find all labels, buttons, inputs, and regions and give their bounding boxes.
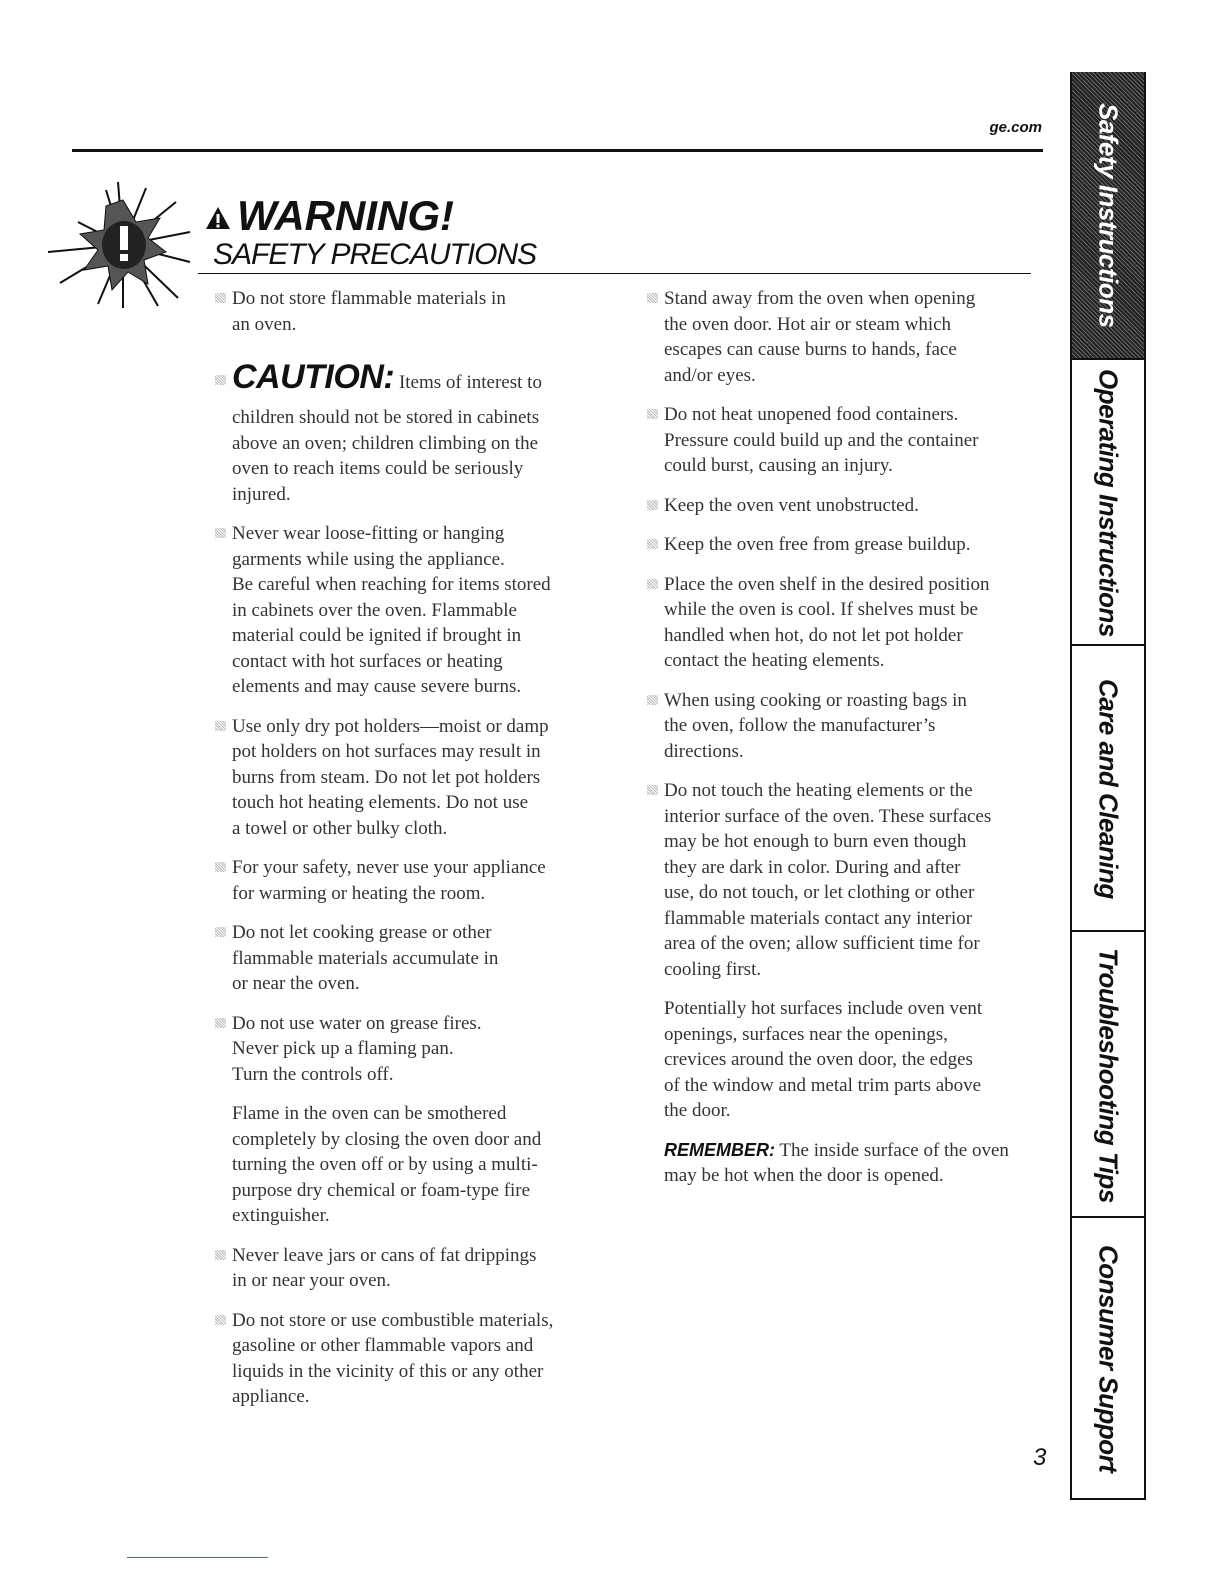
- text-line: an oven.: [232, 313, 297, 335]
- text-line: in cabinets over the oven. Flammable: [232, 599, 517, 621]
- warning-burst-icon: [48, 180, 198, 310]
- text-line: Keep the oven free from grease buildup.: [664, 534, 971, 555]
- bullet-icon: [215, 1018, 226, 1028]
- bullet-icon: [215, 375, 226, 385]
- paragraph: [215, 1101, 620, 1229]
- bullet-icon: [647, 539, 658, 549]
- text-line: the door.: [664, 1100, 731, 1121]
- bullet-icon: [647, 785, 658, 795]
- text-line: Potentially hot surfaces include oven vent: [664, 998, 983, 1019]
- tab-label: Consumer Support: [1093, 1245, 1124, 1473]
- bullet-icon: [215, 1250, 226, 1260]
- list-item: [215, 521, 620, 700]
- text-line: Be careful when reaching for items stored: [232, 574, 551, 595]
- text-line: Do not store flammable materials in: [232, 288, 506, 309]
- text-line: Never pick up a flaming pan.: [232, 1038, 454, 1059]
- site-url: ge.com: [989, 119, 1042, 136]
- bullet-icon: [647, 500, 658, 510]
- text-line: Pressure could build up and the container: [664, 429, 979, 451]
- text-line: Stand away from the oven when opening: [664, 288, 976, 309]
- section-tabs: [1070, 72, 1146, 1500]
- list-item: [647, 493, 1062, 519]
- text-line: in or near your oven.: [232, 1270, 391, 1291]
- text-line: pot holders on hot surfaces may result in: [232, 741, 541, 762]
- text-line: material could be ignited if brought in: [232, 625, 522, 646]
- text-line: use, do not touch, or let clothing or other: [664, 882, 975, 903]
- list-item: [647, 532, 1062, 558]
- bullet-icon: [647, 579, 658, 589]
- text-line: area of the oven; allow sufficient time for: [664, 933, 980, 954]
- text-line: Do not store or use combustible materials,: [232, 1309, 554, 1331]
- bullet-icon: [215, 721, 226, 731]
- text-line: they are dark in color. During and after: [664, 856, 961, 878]
- text-line: burns from steam. Do not let pot holders: [232, 766, 541, 788]
- tab-troubleshooting-tips[interactable]: [1072, 930, 1144, 1218]
- warning-title: WARNING!: [237, 192, 454, 239]
- warning-triangle-icon: [205, 206, 231, 230]
- list-item: [647, 402, 1062, 479]
- text-line: liquids in the vicinity of this or any other: [232, 1360, 544, 1382]
- remember-first-text: The inside surface of the oven: [779, 1139, 1009, 1161]
- list-item: [215, 920, 620, 997]
- list-item: [215, 1243, 620, 1294]
- text-line: flammable materials accumulate in: [232, 947, 499, 969]
- text-line: garments while using the appliance.: [232, 548, 505, 570]
- text-line: while the oven is cool. If shelves must be: [664, 599, 978, 620]
- list-item: [215, 1011, 620, 1088]
- text-line: Do not touch the heating elements or the: [664, 780, 973, 801]
- text-line: handled when hot, do not let pot holder: [664, 624, 963, 646]
- text-line: for warming or heating the room.: [232, 882, 486, 904]
- text-line: turning the oven off or by using a multi-: [232, 1154, 538, 1175]
- text-line: When using cooking or roasting bags in: [664, 689, 967, 711]
- list-item: [215, 286, 620, 337]
- text-line: of the window and metal trim parts above: [664, 1074, 982, 1096]
- right-column: [647, 286, 1062, 1203]
- heading-rule: [198, 273, 1031, 274]
- tab-label: Safety Instructions: [1093, 102, 1124, 328]
- text-line: may be hot enough to burn even though: [664, 831, 967, 852]
- tab-label: Care and Cleaning: [1093, 679, 1124, 899]
- text-line: cooling first.: [664, 958, 762, 980]
- bullet-icon: [215, 927, 226, 937]
- list-item: [215, 714, 620, 842]
- text-line: gasoline or other flammable vapors and: [232, 1335, 534, 1356]
- remember-first-line: [664, 1138, 1062, 1164]
- text-line: Do not heat unopened food containers.: [664, 404, 959, 425]
- text-line: escapes can cause burns to hands, face: [664, 339, 957, 360]
- bullet-icon: [647, 695, 658, 705]
- text-line: completely by closing the oven door and: [232, 1128, 542, 1150]
- text-line: interior surface of the oven. These surfaces: [664, 805, 992, 827]
- list-item: [647, 778, 1062, 982]
- list-item: [215, 855, 620, 906]
- caution-first-line: [232, 355, 620, 405]
- list-item: [647, 688, 1062, 765]
- text-line: the oven door. Hot air or steam which: [664, 313, 952, 335]
- list-item: [647, 572, 1062, 674]
- footer-rule: [127, 1557, 268, 1558]
- list-item: [215, 1308, 620, 1410]
- text-line: appliance.: [232, 1386, 310, 1407]
- text-line: openings, surfaces near the openings,: [664, 1023, 948, 1045]
- safety-precautions-subtitle: SAFETY PRECAUTIONS: [213, 238, 537, 271]
- tab-label: Operating Instructions: [1093, 369, 1124, 637]
- text-line: purpose dry chemical or foam-type fire: [232, 1179, 531, 1201]
- tab-consumer-support[interactable]: [1072, 1216, 1144, 1500]
- caution-item: [215, 355, 620, 507]
- tab-safety-instructions[interactable]: [1072, 72, 1144, 358]
- text-line: Turn the controls off.: [232, 1063, 394, 1085]
- text-line: elements and may cause severe burns.: [232, 676, 522, 697]
- text-line: directions.: [664, 740, 744, 762]
- bullet-icon: [215, 528, 226, 538]
- bullet-icon: [647, 293, 658, 303]
- text-line: flammable materials contact any interior: [664, 907, 973, 929]
- text-line: For your safety, never use your appliance: [232, 857, 546, 878]
- text-line: contact the heating elements.: [664, 650, 885, 671]
- text-line: Do not let cooking grease or other: [232, 922, 492, 943]
- text-line: a towel or other bulky cloth.: [232, 817, 448, 839]
- text-line: extinguisher.: [232, 1205, 330, 1226]
- text-line: oven to reach items could be seriously: [232, 458, 524, 479]
- list-item: [647, 286, 1062, 388]
- caution-label: CAUTION:: [232, 358, 395, 396]
- paragraph: [647, 996, 1062, 1124]
- text-line: could burst, causing an injury.: [664, 455, 893, 476]
- text-line: contact with hot surfaces or heating: [232, 650, 503, 672]
- page-number: 3: [1033, 1444, 1047, 1471]
- bullet-icon: [215, 862, 226, 872]
- caution-first-text: Items of interest to: [398, 372, 542, 393]
- remember-label: REMEMBER:: [664, 1139, 775, 1160]
- text-line: Never wear loose-fitting or hanging: [232, 523, 505, 544]
- text-line: touch hot heating elements. Do not use: [232, 792, 529, 813]
- bullet-icon: [215, 1315, 226, 1325]
- tab-care-and-cleaning[interactable]: [1072, 644, 1144, 932]
- tab-label: Troubleshooting Tips: [1093, 947, 1124, 1203]
- text-line: Never leave jars or cans of fat drippings: [232, 1244, 537, 1266]
- left-column: [215, 286, 620, 1424]
- text-line: above an oven; children climbing on the: [232, 432, 539, 454]
- bullet-icon: [647, 409, 658, 419]
- text-line: children should not be stored in cabinets: [232, 407, 540, 428]
- text-line: Do not use water on grease fires.: [232, 1012, 482, 1034]
- text-line: the oven, follow the manufacturer’s: [664, 715, 936, 736]
- remember-note: [647, 1138, 1062, 1189]
- text-line: Place the oven shelf in the desired position: [664, 573, 990, 595]
- warning-heading: [205, 192, 454, 240]
- text-line: Keep the oven vent unobstructed.: [664, 494, 919, 516]
- tab-operating-instructions[interactable]: [1072, 358, 1144, 646]
- text-line: Flame in the oven can be smothered: [232, 1103, 507, 1124]
- text-line: may be hot when the door is opened.: [664, 1165, 944, 1186]
- text-line: Use only dry pot holders—moist or damp: [232, 715, 549, 737]
- text-line: crevices around the oven door, the edges: [664, 1049, 973, 1070]
- bullet-icon: [215, 293, 226, 303]
- text-line: injured.: [232, 483, 291, 505]
- text-line: or near the oven.: [232, 973, 360, 994]
- top-rule: [72, 149, 1043, 152]
- text-line: and/or eyes.: [664, 364, 756, 386]
